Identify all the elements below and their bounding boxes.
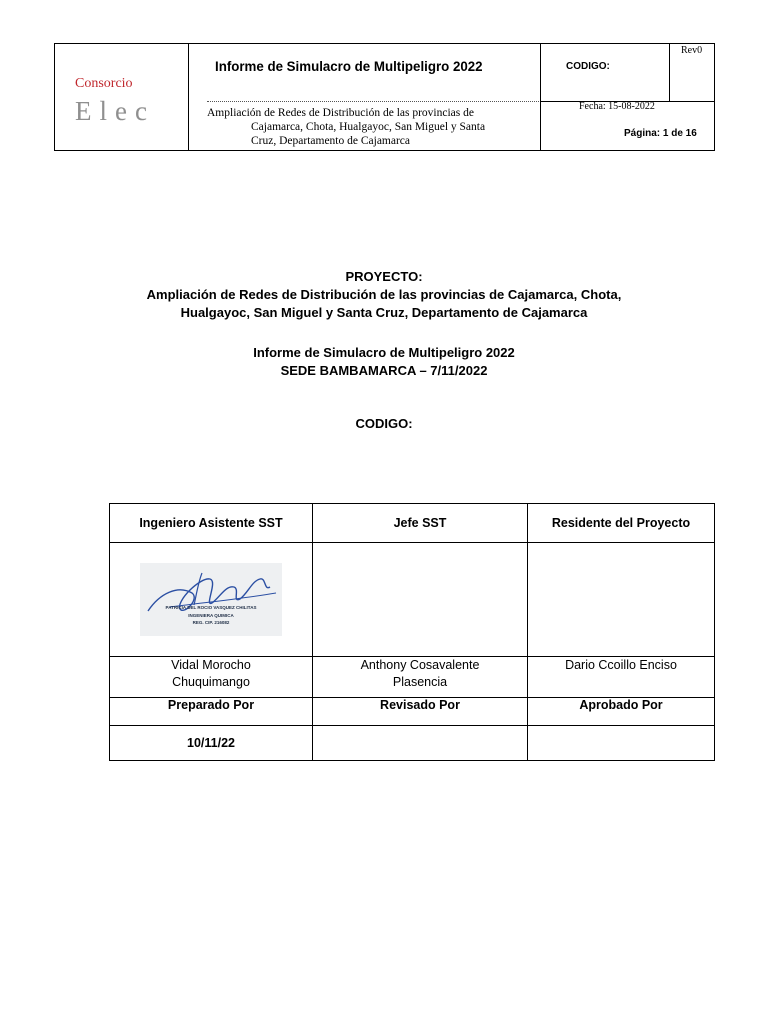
role-cell: Preparado Por — [110, 698, 313, 726]
name-line: Dario Ccoillo Enciso — [565, 658, 677, 672]
name-cell — [313, 657, 528, 698]
name-line: Vidal Morocho — [171, 658, 251, 672]
project-name-line: Hualgayoc, San Miguel y Santa Cruz, Departamento de Cajamarca — [180, 305, 588, 320]
role-cell: Revisado Por — [313, 698, 528, 726]
report-title: Informe de Simulacro de Multipeligro 2022 — [253, 345, 515, 360]
name-line: Anthony Cosavalente — [360, 658, 480, 672]
name-cell — [110, 657, 313, 698]
header-subtitle-line: Ampliación de Redes de Distribución de las provincias de — [207, 107, 474, 119]
stamp-title: INGENIERA QUIMICA — [188, 613, 234, 618]
report-location-date: SEDE BAMBAMARCA – 7/11/2022 — [280, 363, 488, 378]
roles-row — [110, 698, 715, 726]
project-name-line: Ampliación de Redes de Distribución de las provincias de Cajamarca, Chota, — [146, 287, 622, 302]
document-header — [54, 43, 715, 151]
codigo-block — [0, 415, 768, 433]
project-block — [0, 268, 768, 322]
names-row — [110, 657, 715, 698]
table-header-row — [110, 504, 715, 543]
name-cell — [528, 657, 715, 698]
date-label: Fecha: 15-08-2022 — [579, 101, 655, 112]
signature-cell — [313, 543, 528, 657]
signature-row — [110, 543, 715, 657]
header-subtitle-line: Cruz, Departamento de Cajamarca — [251, 135, 411, 147]
signature-cell — [110, 543, 313, 657]
header-subtitle-line: Cajamarca, Chota, Hualgayoc, San Miguel y Santa — [251, 121, 486, 133]
signature-scribble — [140, 563, 282, 636]
header-cell: Jefe SST — [313, 504, 528, 543]
header-cell: Ingeniero Asistente SST — [110, 504, 313, 543]
dates-row — [110, 726, 715, 761]
company-logo: Elec — [75, 96, 155, 126]
signature-table — [109, 503, 715, 761]
signature-image — [140, 563, 282, 636]
header-divider — [188, 44, 189, 150]
header-codigo-label: CODIGO: — [566, 61, 610, 72]
name-line: Plasencia — [392, 675, 448, 689]
header-divider — [540, 44, 541, 150]
page-number: Página: 1 de 16 — [624, 128, 697, 139]
report-title-block — [0, 344, 768, 380]
header-divider — [207, 101, 539, 102]
header-subtitle — [207, 106, 539, 148]
stamp-registration: REG. CIP. 216082 — [192, 620, 230, 625]
header-cell: Residente del Proyecto — [528, 504, 715, 543]
date-cell — [528, 726, 715, 761]
revision-label: Rev0 — [681, 45, 703, 56]
date-cell — [313, 726, 528, 761]
codigo-label: CODIGO: — [355, 416, 413, 431]
project-label: PROYECTO: — [345, 269, 423, 284]
header-divider — [669, 44, 670, 101]
stamp-name: PATRICIA DEL ROCIO VASQUEZ CHILITAS — [165, 605, 257, 610]
company-logo-top: Consorcio — [75, 76, 133, 91]
header-title: Informe de Simulacro de Multipeligro 2022 — [215, 58, 483, 74]
date-cell: 10/11/22 — [110, 726, 313, 761]
name-line: Chuquimango — [172, 675, 250, 689]
signature-cell — [528, 543, 715, 657]
role-cell: Aprobado Por — [528, 698, 715, 726]
